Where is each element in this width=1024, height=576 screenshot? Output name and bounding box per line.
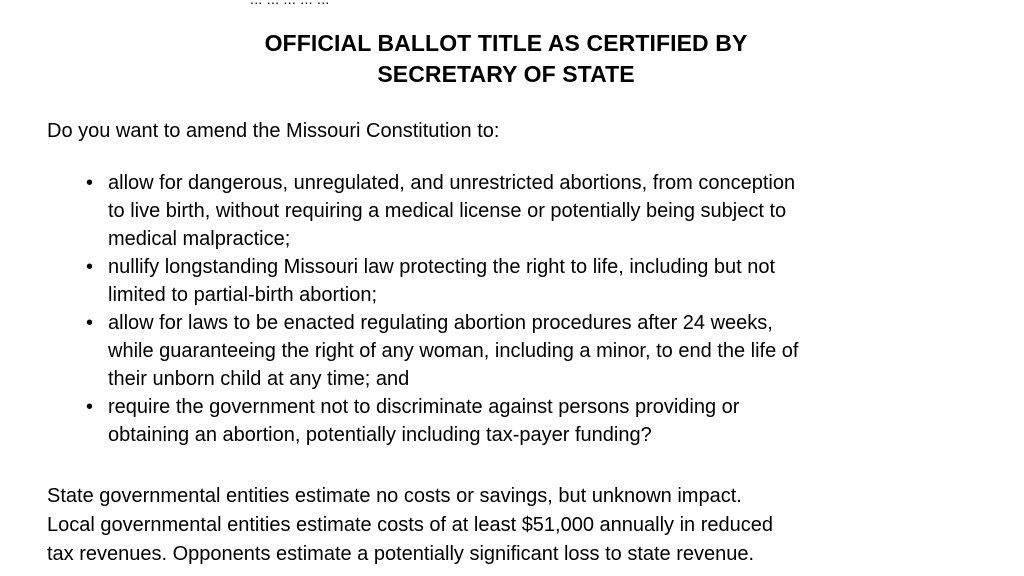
fiscal-note-paragraph: [47, 482, 773, 569]
intro-question: Do you want to amend the Missouri Constitution to:: [47, 120, 500, 142]
fiscal-note-line-1: State governmental entities estimate no costs or savings, but unknown impact.: [47, 485, 742, 507]
bullet-item-2-line-1: nullify longstanding Missouri law protecting the right to life, including but not: [108, 256, 776, 278]
bullet-item-4: [86, 393, 966, 449]
bullet-item-3-line-1: allow for laws to be enacted regulating abortion procedures after 24 weeks,: [108, 312, 773, 334]
bullet-item-1-line-1: allow for dangerous, unregulated, and unrestricted abortions, from conception: [108, 172, 796, 194]
cut-off-header-text: [0, 0, 1024, 8]
bullet-item-1-line-2: to live birth, without requiring a medical license or potentially being subject to: [108, 200, 787, 222]
fiscal-note-line-2: Local governmental entities estimate costs of at least $51,000 annually in reduced: [47, 514, 773, 536]
bullet-item-1: [86, 169, 966, 253]
ballot-title-line-1: OFFICIAL BALLOT TITLE AS CERTIFIED BY: [264, 30, 748, 56]
bullet-item-4-line-1: require the government not to discriminate against persons providing or: [108, 396, 740, 418]
ballot-title-line-2: SECRETARY OF STATE: [377, 61, 635, 87]
bullet-icon: •: [86, 396, 94, 418]
amendment-bullet-list: [86, 169, 966, 449]
bullet-icon: •: [86, 312, 94, 334]
bullet-icon: •: [86, 256, 94, 278]
bullet-item-4-line-2: obtaining an abortion, potentially including tax-payer funding?: [108, 424, 652, 446]
cut-off-header-label: [250, 0, 330, 7]
bullet-item-1-line-3: medical malpractice;: [108, 228, 291, 250]
bullet-item-2: [86, 253, 966, 309]
fiscal-note-line-3: tax revenues. Opponents estimate a potentially significant loss to state revenue.: [47, 543, 755, 565]
bullet-item-2-line-2: limited to partial-birth abortion;: [108, 284, 378, 306]
ballot-title: [0, 28, 1012, 90]
bullet-item-3-line-2: while guaranteeing the right of any woman, including a minor, to end the life of: [108, 340, 799, 362]
bullet-icon: •: [86, 172, 94, 194]
bullet-item-3-line-3: their unborn child at any time; and: [108, 368, 410, 390]
bullet-item-3: [86, 309, 966, 393]
